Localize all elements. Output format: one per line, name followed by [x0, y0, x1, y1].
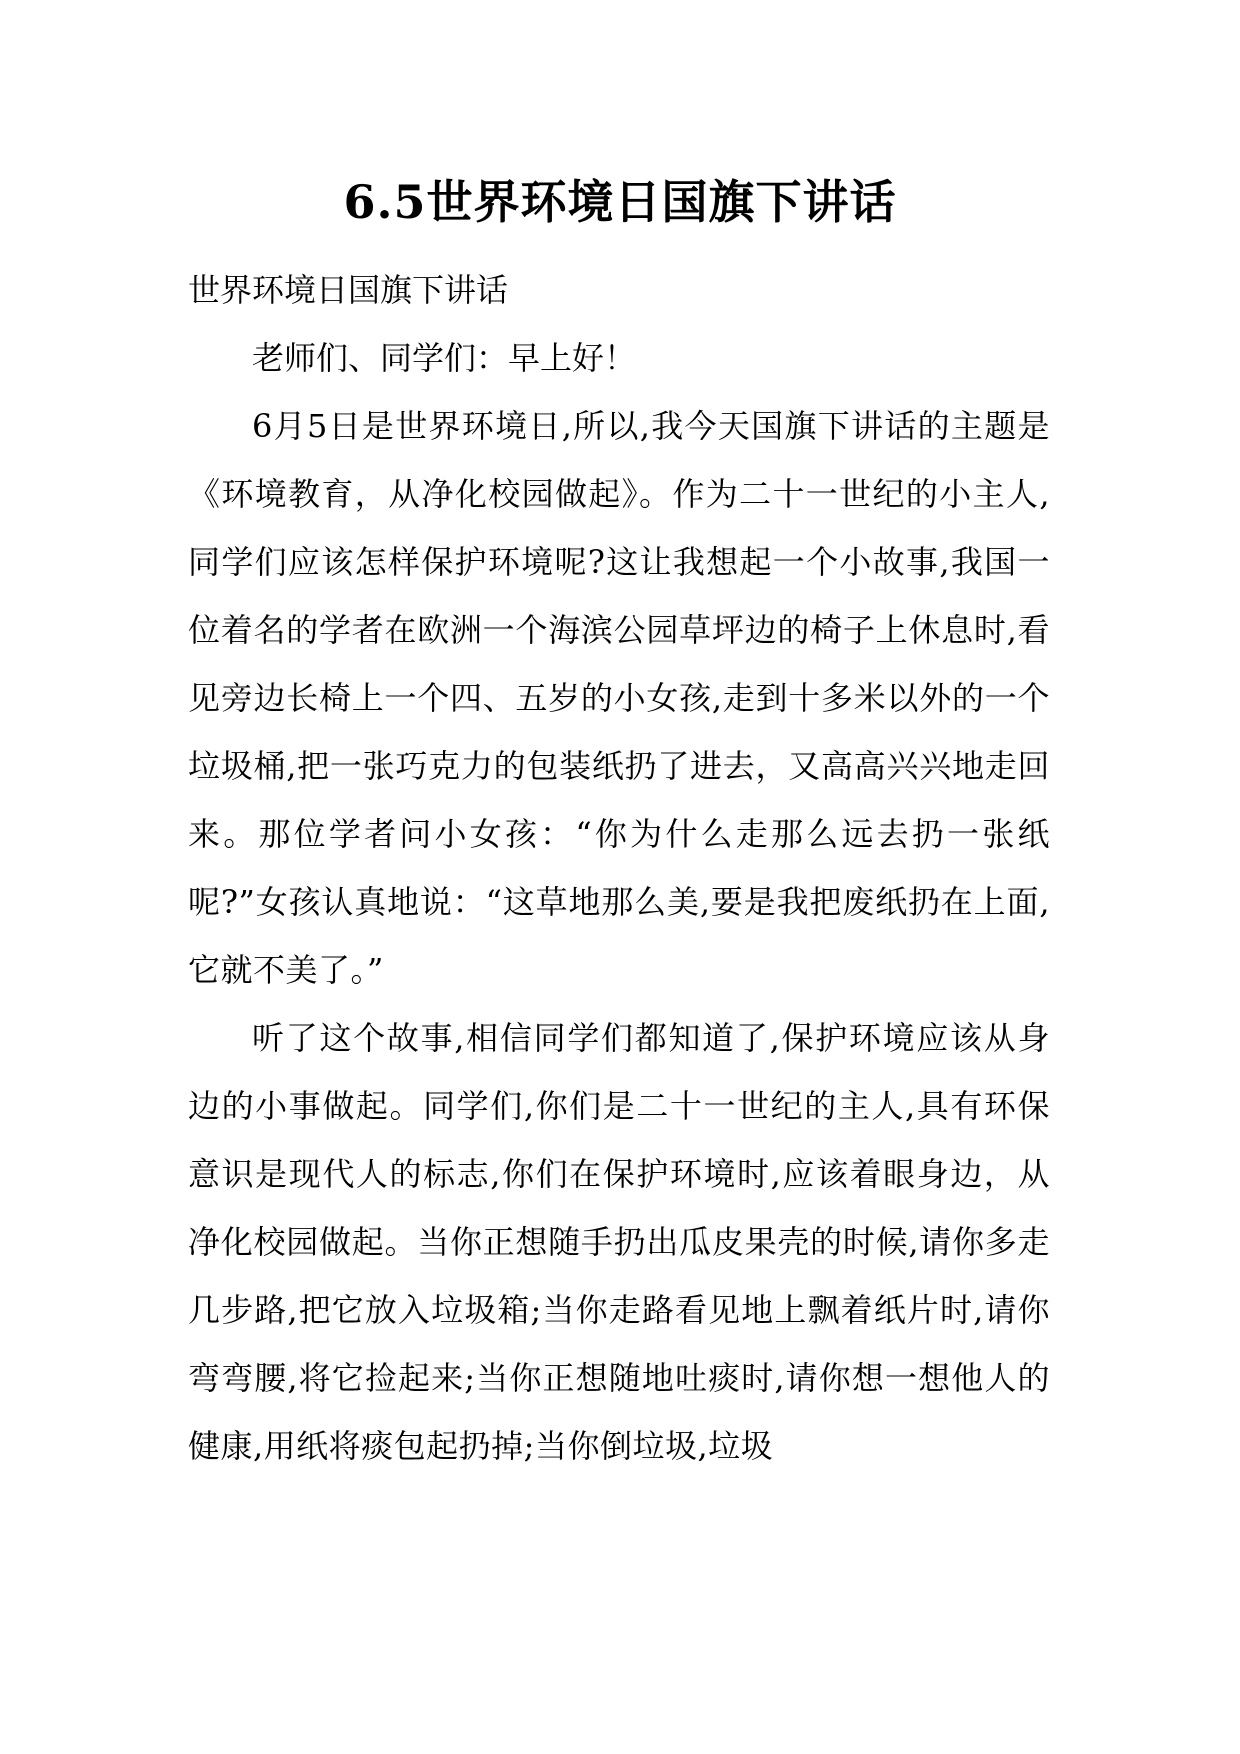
body-paragraph: 听了这个故事,相信同学们都知道了,保护环境应该从身边的小事做起。同学们,你们是二十一世纪的主人,具有环保意识是现代人的标志,你们在保护环境时,应该着眼身边，从净化校园做起。当你正想随手扔出瓜皮果壳的时候,请你多走几步路,把它放入垃圾箱;当你走路看见地上飘着纸片时,请你弯弯腰,将它捡起来;当你正想随地吐痰时,请你想一想他人的健康,用纸将痰包起扔掉;当你倒垃圾,垃圾: [188, 1019, 1050, 1465]
document-subtitle: 世界环境日国旗下讲话: [188, 271, 509, 309]
body-paragraph: 6月5日是世界环境日,所以,我今天国旗下讲话的主题是《环境教育，从净化校园做起》。作为二十一世纪的小主人,同学们应该怎样保护环境呢?这让我想起一个小故事,我国一位着名的学者在欧洲一个海滨公园草坪边的椅子上休息时,看见旁边长椅上一个四、五岁的小女孩,走到十多米以外的一个垃圾桶,把一张巧克力的包装纸扔了进去，又高高兴兴地走回来。那位学者问小女孩：“你为什么走那么远去扔一张纸呢?”女孩认真地说：“这草地那么美,要是我把废纸扔在上面,它就不美了。”: [188, 407, 1050, 989]
document-title: 6.5世界环境日国旗下讲话: [343, 175, 897, 229]
greeting-line: 老师们、同学们：早上好！: [252, 339, 637, 377]
document-body: [188, 256, 1050, 1480]
